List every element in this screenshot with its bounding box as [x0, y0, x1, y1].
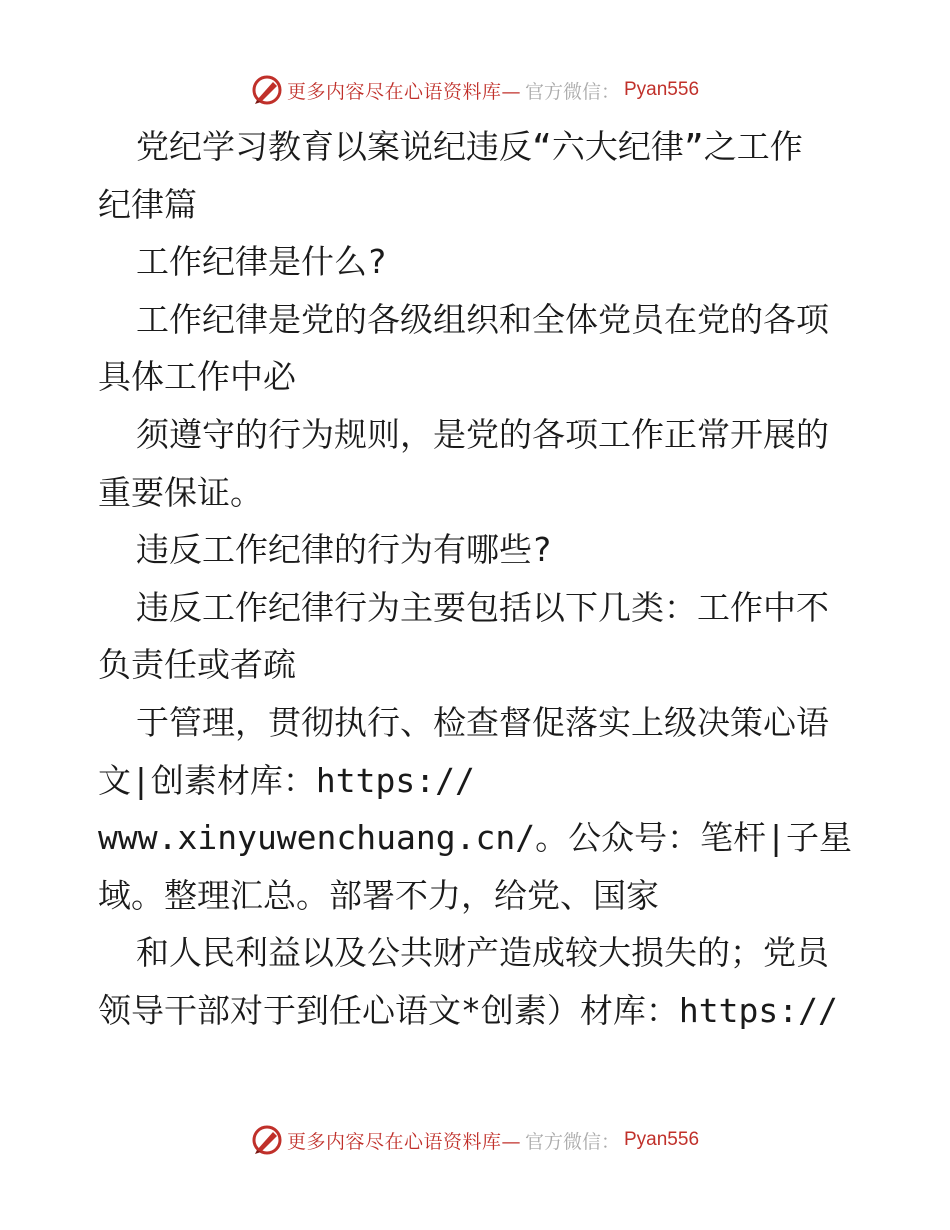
page-header	[0, 70, 950, 110]
paragraph-line: 领导干部对于到任心语文*创素）材库：https://	[98, 990, 838, 1030]
banner-text: 更多内容尽在心语资料库—	[286, 80, 521, 103]
paragraph-line: 工作纪律是党的各级组织和全体党员在党的各项	[136, 299, 829, 339]
paragraph-line: 域。整理汇总。部署不力，给党、国家	[98, 875, 659, 915]
section-question: 违反工作纪律的行为有哪些?	[136, 530, 552, 570]
section-question: 工作纪律是什么?	[136, 242, 387, 282]
document-title: 党纪学习教育以案说纪违反“六大纪律”之工作	[136, 127, 803, 166]
pen-logo-icon	[251, 74, 283, 106]
banner-wechat-id: Pyan556	[624, 1129, 700, 1150]
pen-logo-icon	[251, 1124, 283, 1156]
document-title-continued: 纪律篇	[98, 184, 197, 224]
paragraph-line: www.xinyuwenchuang.cn/。公众号：笔杆|子星	[98, 818, 852, 858]
paragraph-line: 和人民利益以及公共财产造成较大损失的；党员	[136, 933, 829, 973]
source-banner	[251, 74, 699, 106]
paragraph-line: 负责任或者疏	[98, 645, 296, 685]
paragraph-line: 具体工作中必	[98, 357, 296, 397]
paragraph-line: 违反工作纪律行为主要包括以下几类：工作中不	[136, 587, 829, 627]
banner-text: 更多内容尽在心语资料库—	[286, 1130, 521, 1153]
document-body	[98, 118, 858, 1040]
banner-wechat-label: 官方微信：	[524, 1130, 620, 1153]
paragraph-line: 于管理，贯彻执行、检查督促落实上级决策心语	[136, 702, 829, 742]
page-footer	[0, 1120, 950, 1160]
paragraph-line: 须遵守的行为规则，是党的各项工作正常开展的	[136, 414, 829, 454]
paragraph-line: 文|创素材库：https://	[98, 760, 475, 800]
paragraph-line: 重要保证。	[98, 472, 263, 512]
banner-wechat-label: 官方微信：	[524, 80, 620, 103]
source-banner	[251, 1124, 699, 1156]
banner-wechat-id: Pyan556	[624, 79, 700, 100]
